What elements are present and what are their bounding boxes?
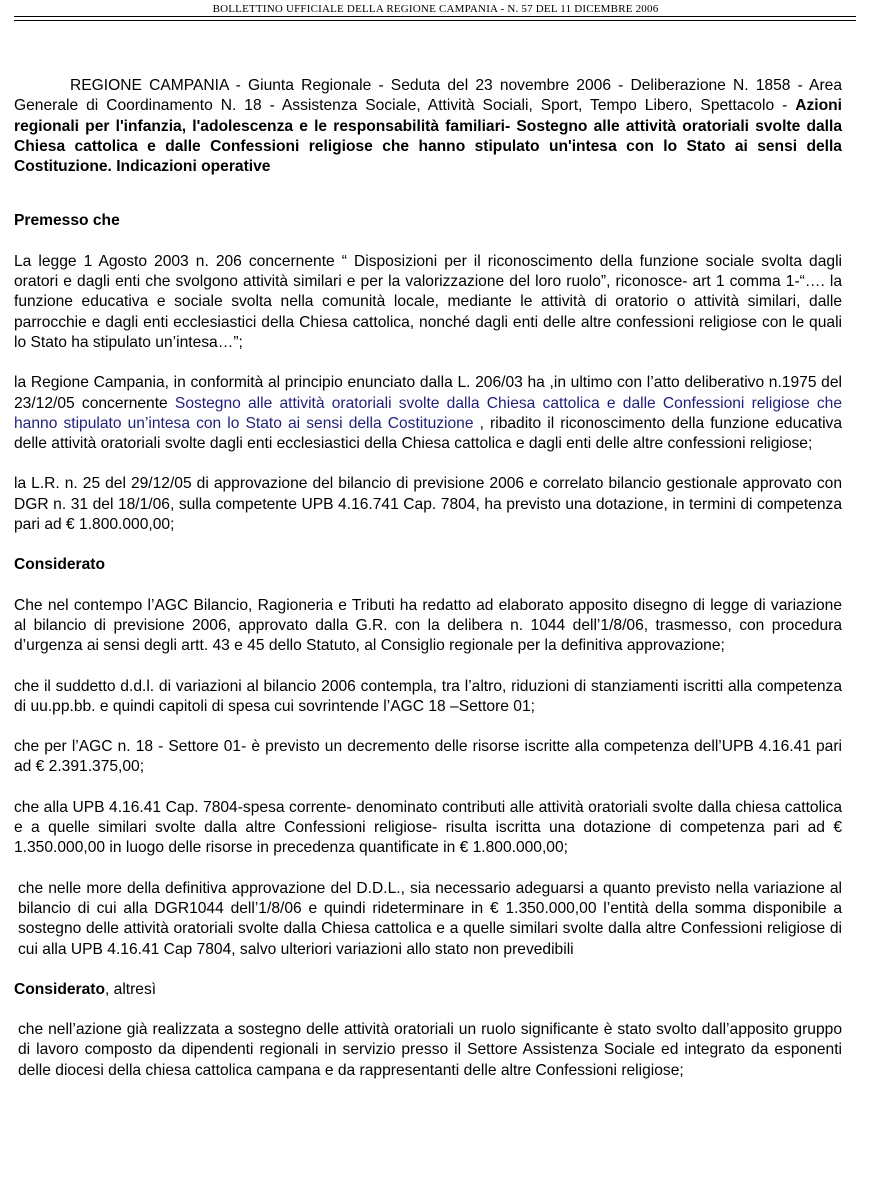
considerato-paragraph-2: che il suddetto d.d.l. di variazioni al bilancio 2006 contempla, tra l’altro, riduzioni di stanziamenti iscritti alla competenza di uu.pp.bb. e quindi capitoli di spesa cui sovrintende l’AGC 18 –Settore 01; (14, 677, 842, 715)
considerato-paragraph-4: che alla UPB 4.16.41 Cap. 7804-spesa corrente- denominato contributi alle attività oratoriali svolte dalla chiesa cattolica e a quelle similari svolte dalla altre Confessioni religiose- risulta iscritta una dotazione di competenza pari ad € 1.350.000,00 in luogo delle risorse in precedenza quantificate in € 1.800.000,00; (14, 798, 842, 857)
premesso-paragraph-3: la L.R. n. 25 del 29/12/05 di approvazione del bilancio di previsione 2006 e correlato bilancio gestionale approvato con DGR n. 31 del 18/1/06, sulla competente UPB 4.16.741 Cap. 7804, ha previsto una dotazione, in termini di competenza pari ad € 1.800.000,00; (14, 475, 842, 534)
altresi-paragraph-1: che nell’azione già realizzata a sostegno delle attività oratoriali un ruolo significante è stato svolto dall’apposito gruppo di lavoro composto da dipendenti regionali in servizio presso il Settore Assistenza Sociale ed integrato da esponenti delle diocesi della chiesa cattolica campana e da rappresentanti delle altre Confessioni religiose; (18, 1021, 842, 1079)
header-rule-bottom (14, 20, 856, 21)
altresi-heading-rest: , altresì (104, 980, 157, 998)
considerato-paragraph-1: Che nel contempo l’AGC Bilancio, Ragioneria e Tributi ha redatto ad elaborato apposito disegno di legge di variazione al bilancio di previsione 2006, approvato dalla G.R. con la delibera n. 1044 dell’1/8/06, trasmesso, con procedura d’urgenza ai sensi degli artt. 43 e 45 dello Statuto, al Consiglio regionale per la definitiva approvazione; (14, 596, 842, 655)
section-heading-considerato: Considerato (14, 556, 105, 574)
premesso-paragraph-2 (14, 373, 842, 454)
considerato-paragraph-5: che nelle more della definitiva approvazione del D.D.L., sia necessario adeguarsi a quanto previsto nella variazione al bilancio di cui alla DGR1044 dell’1/8/06 e quindi rideterminare in € 1.350.000,00 l’entità della somma disponibile a sostegno delle attività oratoriali svolte dalla Chiesa cattolica e a quelle similari svolte dalla altre Confessioni religiose di cui alla UPB 4.16.41 Cap 7804, salvo ulteriori variazioni allo stato non prevedibili (18, 879, 842, 958)
document-body (14, 76, 842, 1081)
intro-text: REGIONE CAMPANIA - Giunta Regionale - Seduta del 23 novembre 2006 - Deliberazione N. 1858 - Area Generale di Coordinamento N. 18 - Assistenza Sociale, Attività Sociali, Sport, Tempo Libero, Spettacolo - (14, 77, 842, 115)
altresi-heading-bold: Considerato (14, 980, 105, 998)
premesso-p2-text-b: , ribadito il riconoscimento della funzione educativa delle attività oratoriali svolte dagli enti ecclesiastici della Chiesa cattolica e dagli enti delle altre confessioni religiose; (14, 414, 843, 453)
page-header (0, 0, 871, 16)
header-rule-top (14, 16, 856, 17)
considerato-paragraph-3: che per l’AGC n. 18 - Settore 01- è previsto un decremento delle risorse iscritte alla competenza dell’UPB 4.16.41 pari ad € 2.391.375,00; (14, 738, 842, 776)
section-heading-premesso: Premesso che (14, 212, 120, 230)
premesso-p2-text-a: la Regione Campania, in conformità al principio enunciato dalla L. 206/03 ha ,in ultimo con l’atto deliberativo n.1975 del 23/12/05 concernente (14, 374, 842, 412)
bulletin-title: BOLLETTINO UFFICIALE DELLA REGIONE CAMPANIA - N. 57 DEL 11 DICEMBRE 2006 (212, 3, 659, 15)
premesso-paragraph-1: La legge 1 Agosto 2003 n. 206 concernente “ Disposizioni per il riconoscimento della funzione sociale svolta dagli oratori e dagli enti che svolgono attività similari e per la valorizzazione del loro ruolo”, riconosce- art 1 comma 1-“…. la funzione educativa e sociale svolta nella comunità locale, mediante le attività di oratorio o attività similari, dalle parrocchie e dagli enti ecclesiastici della Chiesa cattolica, nonché dagli enti delle altre confessioni religiose con le quali lo Stato ha stipulato un’intesa…”; (14, 252, 842, 351)
intro-paragraph (14, 76, 842, 177)
premesso-p2-reference: Sostegno alle attività oratoriali svolte dalla Chiesa cattolica e dalle Confessioni religiose che hanno stipulato un’intesa con lo Stato ai sensi della Costituzione (14, 394, 842, 432)
section-heading-altresi (14, 980, 842, 1000)
intro-subject: Azioni regionali per l'infanzia, l'adolescenza e le responsabilità familiari- Sostegno alle attività oratoriali svolte dalla Chiesa cattolica e dalle Confessioni religiose che hanno stipulato un'intesa con lo Stato ai sensi della Costituzione. Indicazioni operative (14, 97, 842, 176)
